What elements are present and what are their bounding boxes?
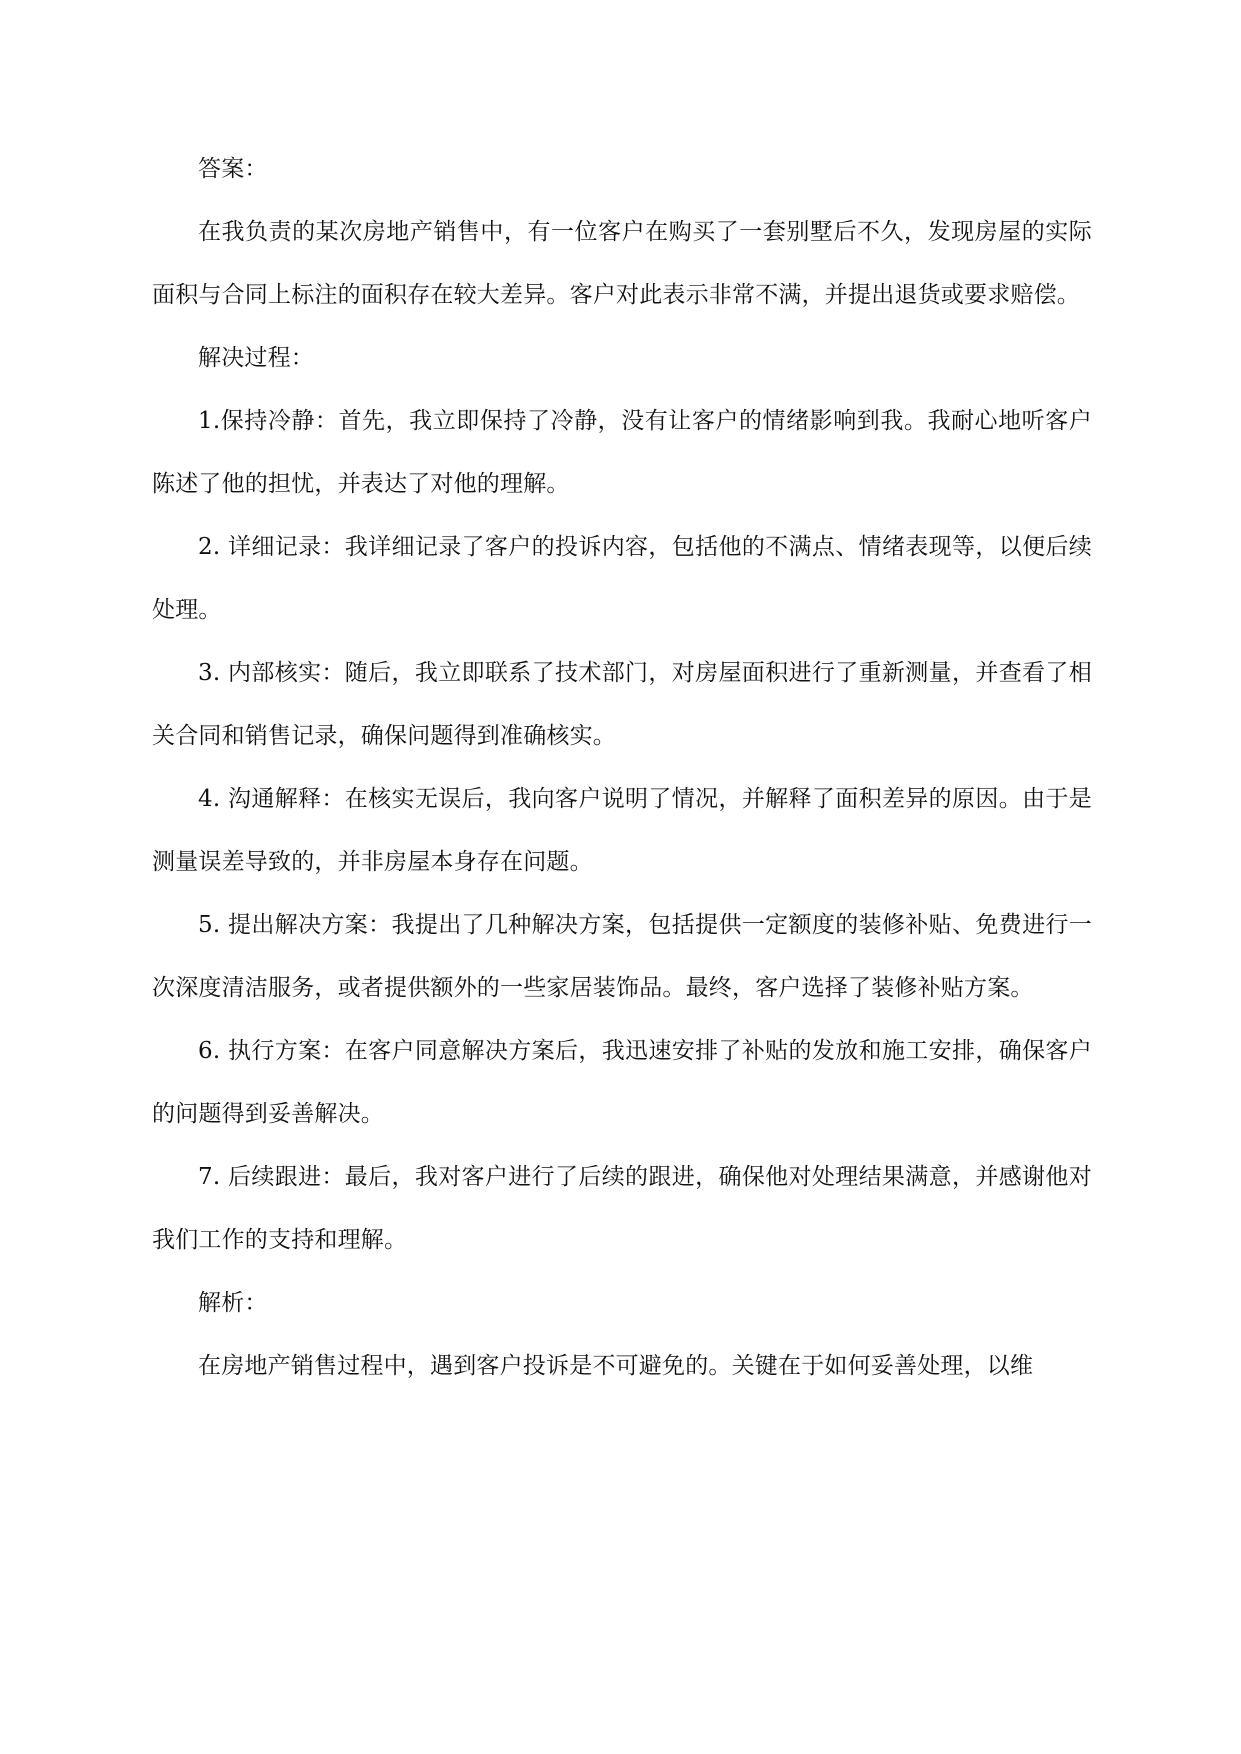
step-3-internal-verification: 3. 内部核实：随后，我立即联系了技术部门，对房屋面积进行了重新测量，并查看了相关合同和销售记录，确保问题得到准确核实。 [152,660,1092,749]
step-1-stay-calm: 1.保持冷静：首先，我立即保持了冷静，没有让客户的情绪影响到我。我耐心地听客户陈述了他的担忧，并表达了对他的理解。 [152,408,1092,497]
analysis-text: 在房地产销售过程中，遇到客户投诉是不可避免的。关键在于如何妥善处理，以维 [198,1353,1034,1379]
analysis-heading: 解析： [198,1290,268,1316]
process-heading: 解决过程： [198,345,314,371]
step-7-follow-up: 7. 后续跟进：最后，我对客户进行了后续的跟进，确保他对处理结果满意，并感谢他对我们工作的支持和理解。 [152,1164,1092,1253]
step-4-communicate-explain: 4. 沟通解释：在核实无误后，我向客户说明了情况，并解释了面积差异的原因。由于是测量误差导致的，并非房屋本身存在问题。 [152,786,1092,875]
step-2-detailed-record: 2. 详细记录：我详细记录了客户的投诉内容，包括他的不满点、情绪表现等，以便后续处理。 [152,534,1092,623]
case-description: 在我负责的某次房地产销售中，有一位客户在购买了一套别墅后不久，发现房屋的实际面积与合同上标注的面积存在较大差异。客户对此表示非常不满，并提出退货或要求赔偿。 [152,219,1092,308]
step-5-propose-solution: 5. 提出解决方案：我提出了几种解决方案，包括提供一定额度的装修补贴、免费进行一次深度清洁服务，或者提供额外的一些家居装饰品。最终，客户选择了装修补贴方案。 [152,912,1092,1001]
answer-heading: 答案： [198,156,268,182]
document-body [152,138,1092,1398]
step-6-execute-plan: 6. 执行方案：在客户同意解决方案后，我迅速安排了补贴的发放和施工安排，确保客户的问题得到妥善解决。 [152,1038,1092,1127]
